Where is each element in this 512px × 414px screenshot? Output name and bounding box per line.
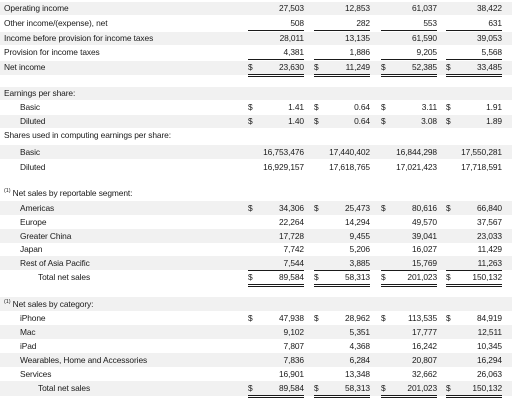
table-row: [0, 230, 512, 243]
table-row: [0, 243, 512, 256]
value-cell: 38,422: [476, 3, 502, 13]
section-header-text: Net sales by category:: [12, 299, 94, 309]
row-label: iPhone: [20, 313, 46, 323]
value-cell: 631: [488, 18, 502, 28]
currency-symbol: $: [314, 116, 319, 126]
currency-symbol: $: [314, 272, 319, 282]
value-cell: 11,263: [477, 258, 502, 268]
row-label: Rest of Asia Pacific: [20, 258, 90, 268]
value-cell: 3,885: [349, 258, 370, 268]
value-cell: 32,662: [411, 369, 437, 379]
value-cell: 58,313: [344, 272, 370, 282]
value-cell: 37,567: [476, 217, 502, 227]
value-cell: 20,807: [411, 355, 437, 365]
section-header: [4, 188, 132, 198]
currency-symbol: $: [446, 272, 451, 282]
value-cell: 33,485: [476, 62, 502, 72]
currency-symbol: $: [314, 383, 319, 393]
section-header-row: [0, 187, 512, 200]
table-row: [0, 326, 512, 339]
value-cell: 12,511: [477, 327, 502, 337]
value-cell: 553: [423, 18, 437, 28]
currency-symbol: $: [446, 116, 451, 126]
value-cell: 9,455: [349, 231, 370, 241]
value-cell: 150,132: [472, 272, 502, 282]
currency-symbol: $: [248, 383, 253, 393]
value-cell: 34,306: [278, 203, 304, 213]
total-row: [0, 382, 512, 395]
footnote-marker: (1): [4, 188, 11, 195]
row-label: Basic: [20, 102, 40, 112]
row-label: Europe: [20, 217, 47, 227]
row-label: Basic: [20, 147, 40, 157]
currency-symbol: $: [248, 313, 253, 323]
value-cell: 16,844,298: [396, 147, 437, 157]
value-cell: 17,777: [411, 327, 437, 337]
value-cell: 11,249: [345, 62, 370, 72]
value-cell: 61,037: [411, 3, 437, 13]
currency-symbol: $: [446, 102, 451, 112]
value-cell: 17,550,281: [461, 147, 502, 157]
value-cell: 61,590: [411, 33, 437, 43]
row-label: Services: [20, 369, 52, 379]
section-header: Earnings per share:: [4, 88, 76, 98]
currency-symbol: $: [446, 203, 451, 213]
currency-symbol: $: [381, 203, 386, 213]
table-row: [0, 368, 512, 381]
currency-symbol: $: [381, 272, 386, 282]
value-cell: 201,023: [407, 383, 437, 393]
currency-symbol: $: [314, 62, 319, 72]
value-cell: 12,853: [344, 3, 370, 13]
table-row: [0, 257, 512, 270]
value-cell: 1,886: [349, 47, 370, 57]
value-cell: 7,836: [283, 355, 304, 365]
value-cell: 7,742: [283, 244, 304, 254]
value-cell: 58,313: [344, 383, 370, 393]
value-cell: 11,429: [477, 244, 502, 254]
table-row: [0, 61, 512, 74]
table-row: [0, 202, 512, 215]
currency-symbol: $: [248, 116, 253, 126]
currency-symbol: $: [314, 313, 319, 323]
row-label: Income before provision for income taxes: [4, 33, 154, 43]
value-cell: 27,503: [278, 3, 304, 13]
value-cell: 1.41: [288, 102, 304, 112]
section-header: [4, 299, 93, 309]
value-cell: 80,616: [411, 203, 437, 213]
value-cell: 9,205: [416, 47, 437, 57]
table-row: [0, 115, 512, 128]
value-cell: 14,294: [344, 217, 370, 227]
value-cell: 0.64: [354, 116, 370, 126]
value-cell: 16,929,157: [263, 162, 304, 172]
table-row: [0, 46, 512, 59]
value-cell: 16,242: [411, 341, 437, 351]
table-row: [0, 2, 512, 15]
value-cell: 5,351: [349, 327, 370, 337]
row-label: Provision for income taxes: [4, 47, 100, 57]
table-row: [0, 161, 512, 174]
row-label: iPad: [20, 341, 37, 351]
row-label: Diluted: [20, 162, 46, 172]
value-cell: 5,568: [481, 47, 502, 57]
value-cell: 17,440,402: [329, 147, 370, 157]
value-cell: 3.08: [421, 116, 437, 126]
value-cell: 23,033: [476, 231, 502, 241]
section-header-text: Net sales by reportable segment:: [12, 188, 133, 198]
currency-symbol: $: [381, 116, 386, 126]
value-cell: 113,535: [408, 313, 437, 323]
value-cell: 28,962: [344, 313, 370, 323]
table-row: [0, 101, 512, 114]
total-label: Total net sales: [38, 272, 91, 282]
value-cell: 84,919: [476, 313, 502, 323]
value-cell: 9,102: [283, 327, 304, 337]
value-cell: 47,938: [278, 313, 304, 323]
value-cell: 89,584: [278, 272, 304, 282]
table-row: [0, 312, 512, 325]
currency-symbol: $: [248, 102, 253, 112]
footnote-marker: (1): [4, 299, 11, 306]
value-cell: 52,385: [411, 62, 437, 72]
currency-symbol: $: [381, 102, 386, 112]
table-row: [0, 32, 512, 45]
value-cell: 39,053: [476, 33, 502, 43]
row-label: Operating income: [4, 3, 69, 13]
value-cell: 49,570: [411, 217, 437, 227]
currency-symbol: $: [314, 102, 319, 112]
value-cell: 7,544: [283, 258, 304, 268]
value-cell: 15,769: [411, 258, 437, 268]
value-cell: 1.89: [486, 116, 502, 126]
value-cell: 16,901: [278, 369, 304, 379]
value-cell: 282: [356, 18, 370, 28]
value-cell: 16,027: [411, 244, 437, 254]
row-label: Diluted: [20, 116, 46, 126]
currency-symbol: $: [248, 272, 253, 282]
value-cell: 3.11: [421, 102, 437, 112]
row-label: Wearables, Home and Accessories: [20, 355, 148, 365]
row-label: Japan: [20, 244, 43, 254]
currency-symbol: $: [381, 313, 386, 323]
table-row: [0, 146, 512, 159]
value-cell: 508: [290, 18, 304, 28]
total-label: Total net sales: [38, 383, 91, 393]
currency-symbol: $: [446, 62, 451, 72]
value-cell: 89,584: [278, 383, 304, 393]
section-header: Shares used in computing earnings per share:: [4, 130, 171, 140]
value-cell: 39,041: [411, 231, 437, 241]
value-cell: 25,473: [344, 203, 370, 213]
currency-symbol: $: [248, 62, 253, 72]
row-label: Greater China: [20, 231, 72, 241]
value-cell: 7,807: [283, 341, 304, 351]
value-cell: 17,718,591: [461, 162, 502, 172]
value-cell: 16,294: [476, 355, 502, 365]
value-cell: 22,264: [278, 217, 304, 227]
value-cell: 1.91: [486, 102, 502, 112]
section-header-row: [0, 298, 512, 311]
table-row: [0, 17, 512, 30]
section-header-row: [0, 87, 512, 100]
table-row: [0, 340, 512, 353]
value-cell: 150,132: [472, 383, 502, 393]
value-cell: 17,021,423: [396, 162, 437, 172]
value-cell: 6,284: [349, 355, 370, 365]
value-cell: 5,206: [349, 244, 370, 254]
currency-symbol: $: [381, 383, 386, 393]
value-cell: 4,381: [283, 47, 304, 57]
value-cell: 13,348: [344, 369, 370, 379]
value-cell: 16,753,476: [263, 147, 304, 157]
table-row: [0, 354, 512, 367]
value-cell: 23,630: [278, 62, 304, 72]
value-cell: 17,618,765: [329, 162, 370, 172]
row-label: Other income/(expense), net: [4, 18, 108, 28]
value-cell: 17,728: [278, 231, 304, 241]
currency-symbol: $: [314, 203, 319, 213]
value-cell: 4,368: [349, 341, 370, 351]
total-row: [0, 271, 512, 284]
currency-symbol: $: [446, 383, 451, 393]
currency-symbol: $: [381, 62, 386, 72]
value-cell: 66,840: [476, 203, 502, 213]
value-cell: 201,023: [407, 272, 437, 282]
currency-symbol: $: [446, 313, 451, 323]
value-cell: 10,345: [476, 341, 502, 351]
row-label: Net income: [4, 62, 46, 72]
value-cell: 26,063: [476, 369, 502, 379]
value-cell: 1.40: [288, 116, 304, 126]
row-label: Americas: [20, 203, 55, 213]
section-header-row: [0, 129, 512, 142]
value-cell: 13,135: [344, 33, 370, 43]
currency-symbol: $: [248, 203, 253, 213]
table-row: [0, 216, 512, 229]
row-label: Mac: [20, 327, 36, 337]
value-cell: 0.64: [354, 102, 370, 112]
value-cell: 28,011: [279, 33, 304, 43]
